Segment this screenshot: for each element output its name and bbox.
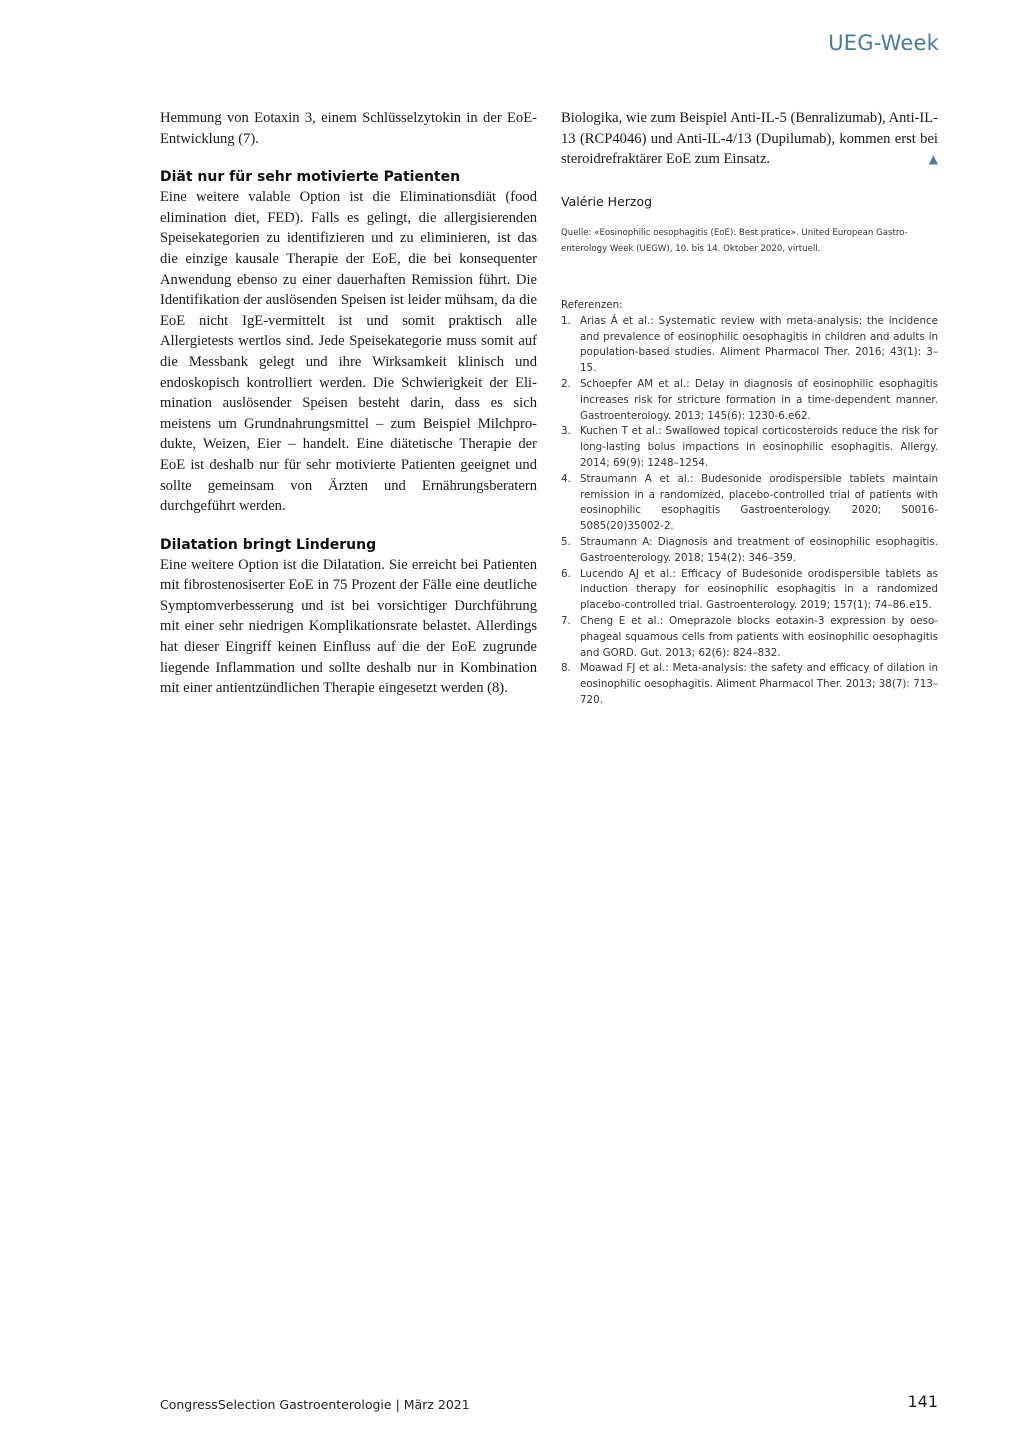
section-title: UEG-Week [828, 31, 939, 55]
heading-diet: Diät nur für sehr motivierte Patienten [160, 169, 461, 186]
reference-item [561, 424, 938, 471]
reference-text: Straumann A: Diagnosis and treatment of eosinophilic esophagitis. Gastroenterology. 2018; 154(2): 346–359. [580, 535, 938, 564]
paragraph-intro: Hemmung von Eotaxin 3, einem Schlüsselzytokin in der EoE-Entwicklung (7). [160, 110, 537, 147]
reference-text: Moawad FJ et al.: Meta-analysis: the safety and efficacy of dilation in eosinophilic oesophagitis. Aliment Pharmacol Ther. 2013; 38(7): 713–720. [580, 662, 938, 706]
paragraph-biologics-text: Biologika, wie zum Beispiel Anti-IL-5 (Benralizumab), Anti-IL-13 (RCP4046) und Anti-IL-4/13 (Dupilumab), kommen erst bei steroidrefraktärer EoE zum Einsatz. [561, 110, 938, 168]
reference-item [561, 472, 938, 535]
reference-number: 6. [561, 567, 571, 580]
reference-text: Schoepfer AM et al.: Delay in diagnosis of eosinophilic esophagitis increases risk for stricture formation in a time-dependent manner. Gastroenterology. 2013; 145(6): 1230-6.e62. [580, 377, 938, 422]
author-name: Valérie Herzog [561, 194, 653, 209]
reference-text: Straumann A et al.: Budesonide orodispersible tablets maintain remission in a randomized, placebo-controlled trial of patients with eosinophilic esophagitis Gastroenterology. 2020; S0016-5085(20)35002-2. [580, 472, 938, 533]
reference-number: 4. [561, 472, 571, 485]
source-note: Quelle: «Eosinophilic oesophagitis (EoE): Best pratice». United European Gastroenterology Week (UEGW), 10. bis 14. Oktober 2020, virtuell. [561, 228, 908, 254]
footer-journal: CongressSelection Gastroenterologie | März 2021 [160, 1397, 470, 1412]
right-column [561, 108, 938, 706]
reference-text: Arias Á et al.: Systematic review with meta-analysis: the incidence and prevalence of eosinophilic oesophagitis in children and adults in population-based studies. Aliment Pharmacol Ther. 2016; 43(1): 3–15. [580, 314, 938, 375]
paragraph-diet: Eine weitere valable Option ist die Eliminationsdiät (food elimination diet, FED). Falls es gelingt, die allergisierenden Speisekategorien zu identifizieren und zu eliminieren, ist das die einzige kausale Therapie der EoE, die bei konsequenter Anwendung ebenso zu einer dauerhaften Remission führt. Die Identifikation der auslösenden Speisen ist leider mühsam, da die EoE nicht IgE-vermittelt ist und somit praktisch alle Allergietests wertlos sind. Jede Speisekategorie muss somit auf die Messbank gelegt und ihre Wirksamkeit klinisch und endoskopisch kontrolliert werden. Die Schwierigkeit der Elimination auslösender Speisen besteht darin, dass es sich meistens um Grundnahrungsmittel – zum Beispiel Milchprodukte, Weizen, Eier – handelt. Eine diätetische Therapie der EoE ist deshalb nur für sehr motivierte Patienten geeignet und sollte gemeinsam von Ärzten und Ernährungsberatern durchgeführt werden. [160, 189, 537, 515]
reference-item [561, 535, 938, 567]
reference-item [561, 567, 938, 614]
paragraph-biologics [561, 108, 938, 170]
references [561, 298, 938, 709]
reference-number: 5. [561, 535, 571, 548]
reference-number: 2. [561, 377, 571, 390]
reference-item [561, 614, 938, 661]
left-column [160, 108, 537, 699]
reference-number: 8. [561, 662, 571, 675]
end-of-article-icon: ▲ [928, 152, 938, 167]
reference-text: Cheng E et al.: Omeprazole blocks eotaxin-3 expression by oesophageal squamous cells from patients with eosinophilic oesophagitis and GORD. Gut. 2013; 62(6): 824–832. [580, 614, 938, 659]
reference-text: Lucendo AJ et al.: Efficacy of Budesonide orodispersible tablets as induction therapy for eosinophilic esophagitis in a randomized placebo-controlled trial. Gastroenterology. 2019; 157(1): 74–86.e15. [580, 567, 938, 612]
paragraph-dilatation: Eine weitere Option ist die Dilatation. Sie erreicht bei Patienten mit fibrostenosiserter EoE in 75 Prozent der Fälle eine deutliche Symptomverbesserung und ist bei vorsichtiger Durchführung mit einer sehr niedrigen Komplikationsrate belastet. Allerdings hat dieser Eingriff keinen Einfluss auf die der EoE zugrunde liegende Inflammation und sollte deshalb nur in Kombination mit einer antientzündlichen Therapie eingesetzt werden (8). [160, 556, 537, 697]
reference-text: Kuchen T et al.: Swallowed topical corticosteroids reduce the risk for long-lasting bolus impactions in eosinophilic esophagitis. Allergy. 2014; 69(9): 1248–1254. [580, 425, 938, 469]
reference-number: 3. [561, 425, 571, 438]
references-heading: Referenzen: [561, 299, 623, 311]
page-number: 141 [907, 1392, 938, 1411]
reference-item [561, 661, 938, 708]
reference-item [561, 314, 938, 377]
reference-item [561, 377, 938, 424]
reference-list [561, 314, 938, 709]
heading-dilatation: Dilatation bringt Linderung [160, 536, 377, 553]
reference-number: 1. [561, 314, 571, 327]
reference-number: 7. [561, 614, 571, 627]
